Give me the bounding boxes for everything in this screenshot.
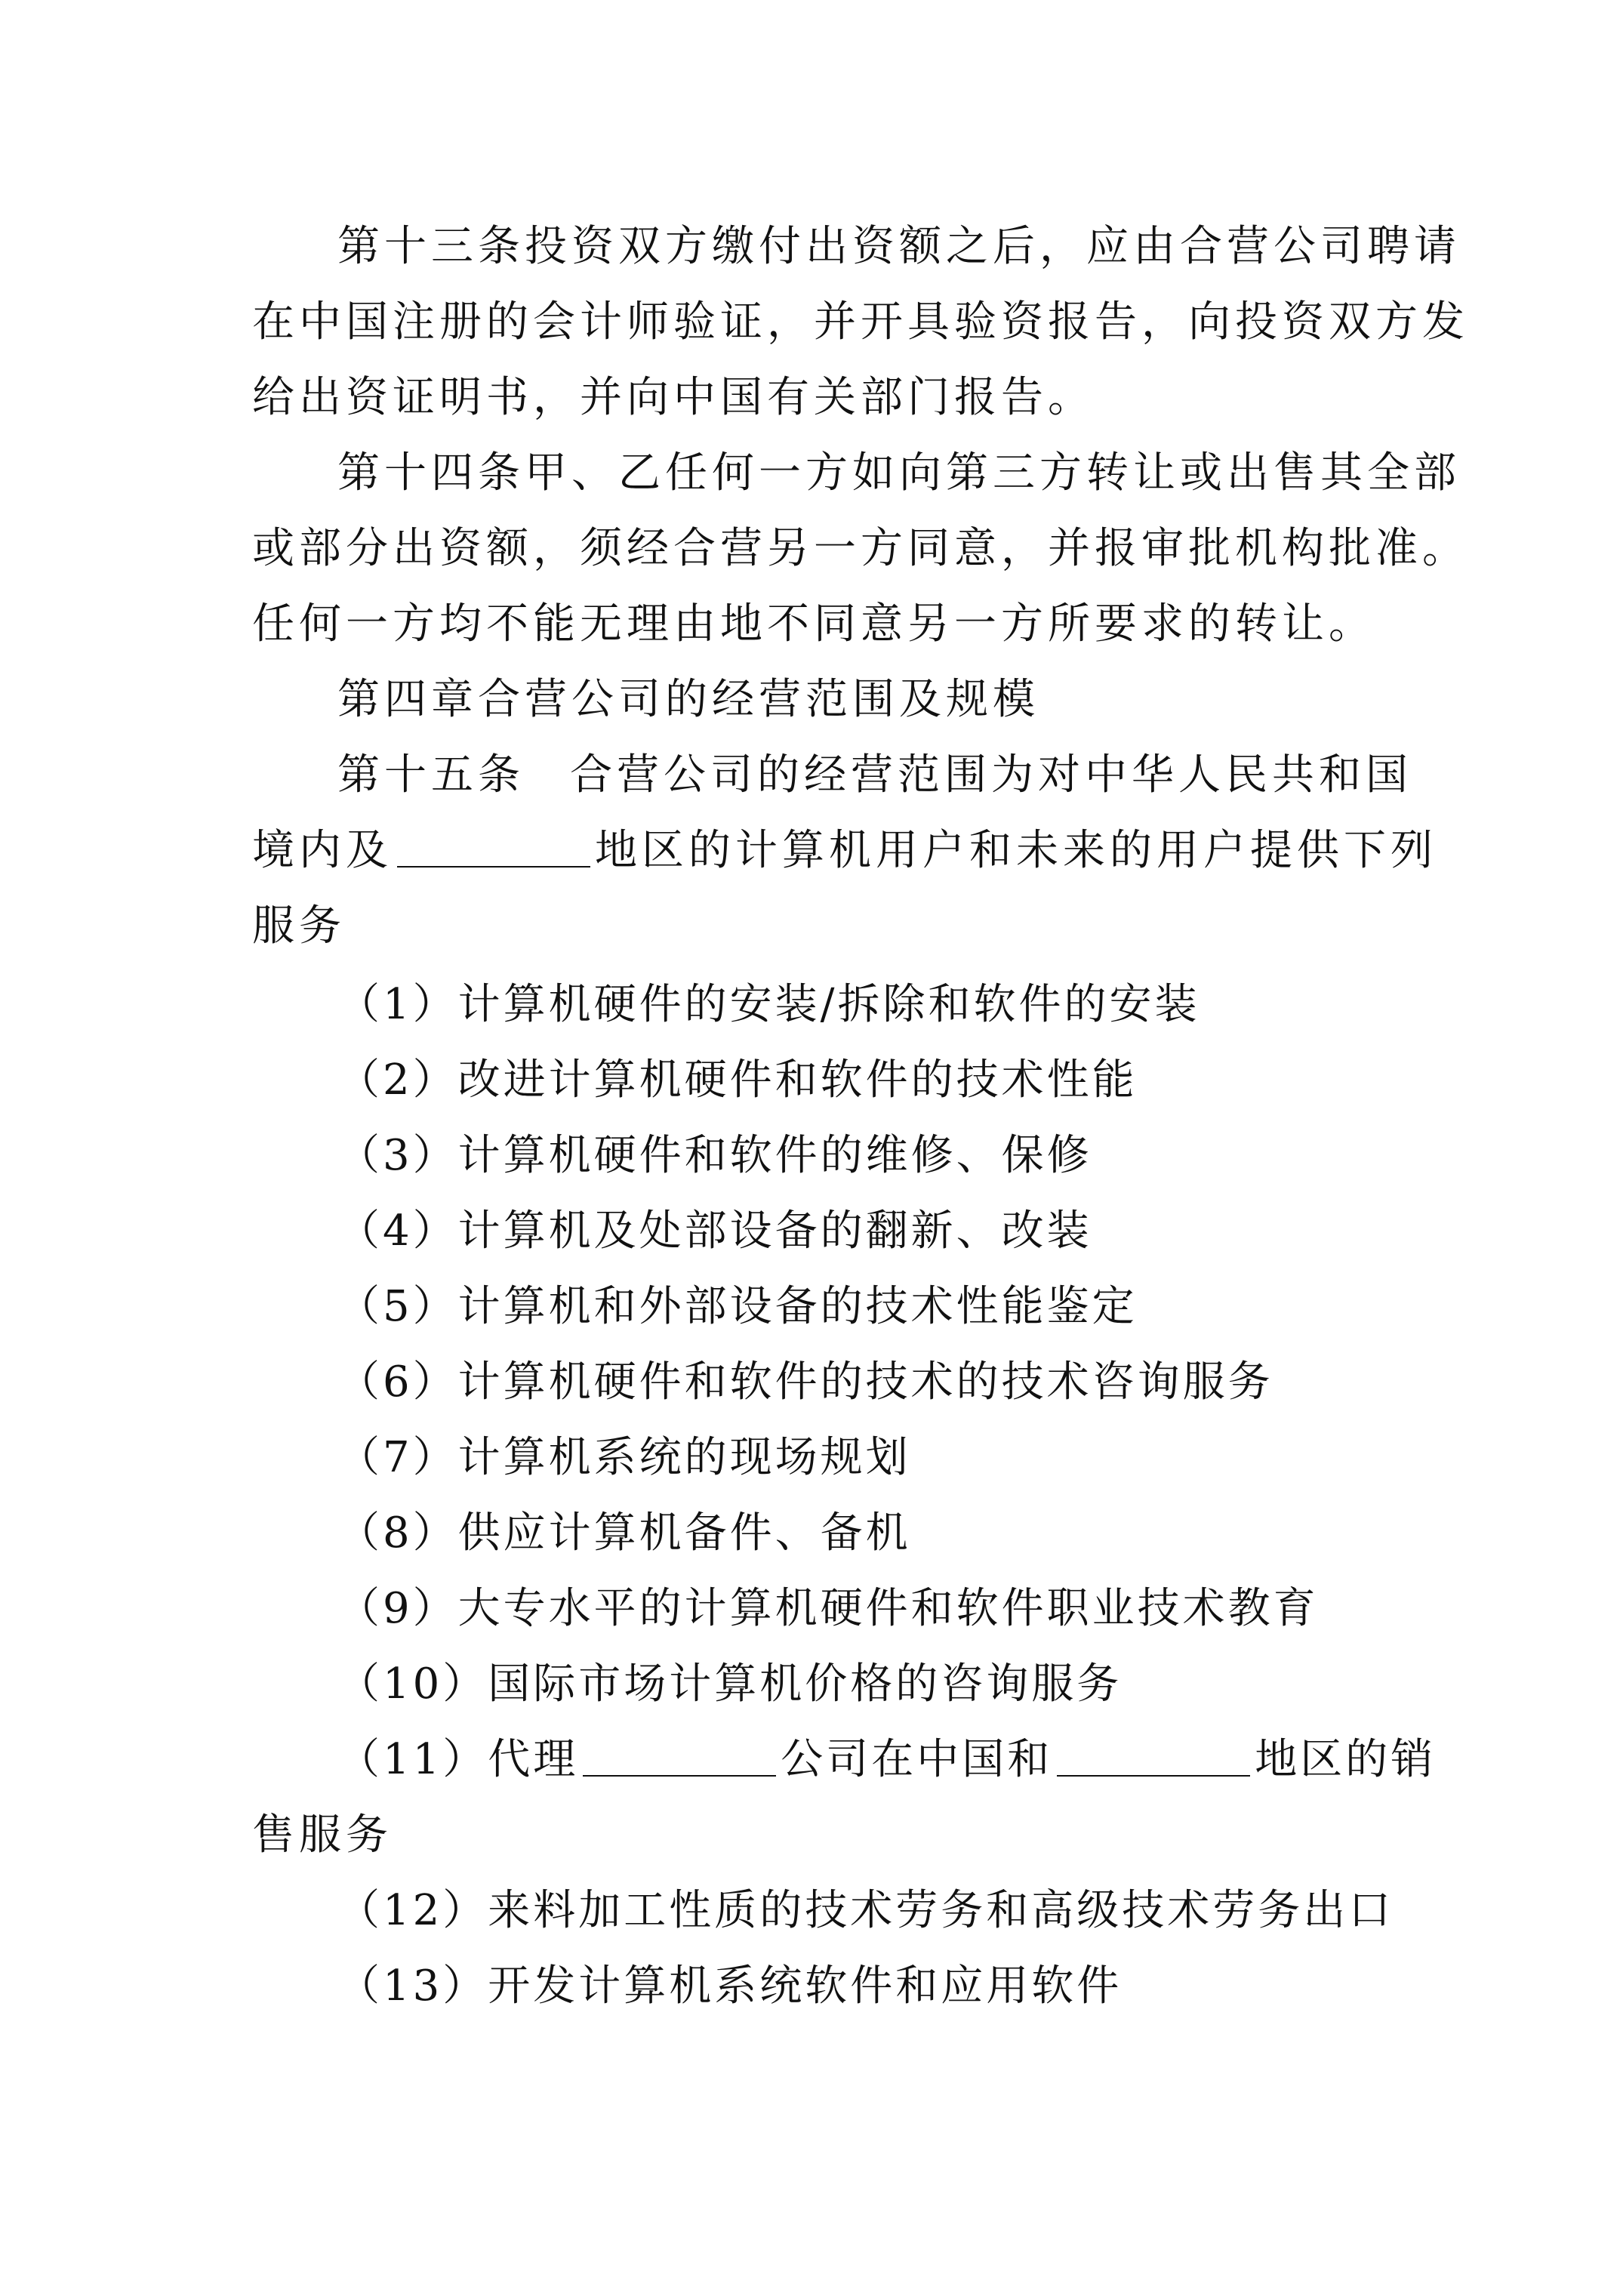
article-15-line-2 xyxy=(252,813,1437,889)
service-item-11 xyxy=(337,1722,1470,1798)
service-item-2: （2）改进计算机硬件和软件的技术性能 xyxy=(337,1056,1138,1105)
service-item-4: （4）计算机及处部设备的翻新、改装 xyxy=(337,1207,1092,1256)
service-item-13: （13）开发计算机系统软件和应用软件 xyxy=(337,1962,1123,2011)
service-item-11-mid: 公司在中国和 xyxy=(781,1735,1053,1784)
article-15-number: 第十五条 xyxy=(337,750,525,800)
company-blank-line xyxy=(583,1730,776,1777)
article-15-text-b-post: 地区的计算机用户和未来的用户提供下列 xyxy=(595,826,1437,875)
article-15-line-3: 服务 xyxy=(252,901,346,951)
service-item-10: （10）国际市场计算机价格的咨询服务 xyxy=(337,1660,1123,1709)
region-blank-line-2 xyxy=(1057,1730,1250,1777)
service-item-12: （12）来料加工性质的技术劳务和高级技术劳务出口 xyxy=(337,1886,1394,1935)
chapter-4-heading: 第四章合营公司的经营范围及规模 xyxy=(337,675,1039,724)
service-item-7: （7）计算机系统的现场规划 xyxy=(337,1433,911,1482)
service-item-11-pre: （11）代理 xyxy=(337,1735,579,1784)
article-15-line-1 xyxy=(337,738,1470,813)
service-item-5: （5）计算机和外部设备的技术性能鉴定 xyxy=(337,1282,1138,1331)
article-15-text-b-pre: 境内及 xyxy=(252,826,393,875)
article-14-line-1: 第十四条甲、乙任何一方如向第三方转让或出售其全部 xyxy=(337,448,1461,498)
region-blank-line xyxy=(397,821,590,868)
article-15-text-a: 合营公司的经营范围为对中华人民共和国 xyxy=(570,750,1412,800)
service-item-6: （6）计算机硬件和软件的技术的技术咨询服务 xyxy=(337,1358,1273,1407)
article-13-line-3: 给出资证明书，并向中国有关部门报告。 xyxy=(252,373,1095,422)
article-13-line-2: 在中国注册的会计师验证，并开具验资报告，向投资双方发 xyxy=(252,297,1469,347)
service-item-9: （9）大专水平的计算机硬件和软件职业技术教育 xyxy=(337,1584,1319,1633)
service-item-11-post: 地区的销 xyxy=(1255,1735,1437,1784)
service-item-11-continued: 售服务 xyxy=(252,1811,393,1860)
article-13-line-1: 第十三条投资双方缴付出资额之后，应由合营公司聘请 xyxy=(337,222,1461,271)
article-14-line-2: 或部分出资额，须经合营另一方同意，并报审批机构批准。 xyxy=(252,524,1469,573)
service-item-3: （3）计算机硬件和软件的维修、保修 xyxy=(337,1131,1092,1180)
service-item-1: （1）计算机硬件的安装/拆除和软件的安装 xyxy=(337,980,1200,1029)
service-item-8: （8）供应计算机备件、备机 xyxy=(337,1509,911,1558)
article-14-line-3: 任何一方均不能无理由地不同意另一方所要求的转让。 xyxy=(252,599,1375,649)
